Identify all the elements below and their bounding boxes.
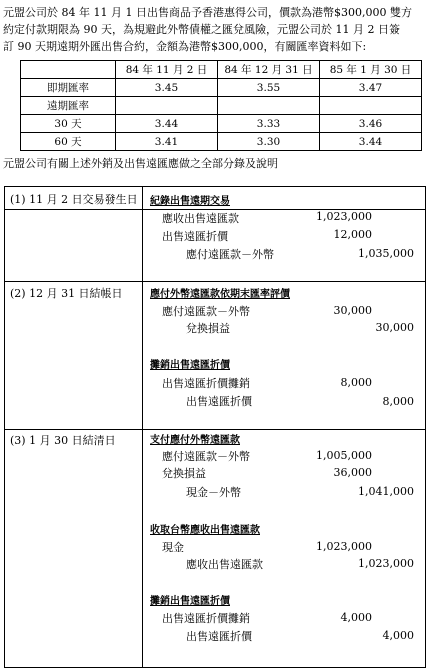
- credit-account: 應付遠匯款－外幣: [186, 248, 274, 261]
- debit-account: 出售遠匯折價: [162, 230, 228, 243]
- table-header-cell: 84 年 12 月 31 日: [218, 61, 320, 79]
- entry-title: 應付外幣遠匯款依期末匯率評價: [150, 289, 290, 300]
- table-cell: [218, 97, 320, 115]
- debit-amount: 8,000: [340, 376, 372, 389]
- table-row: [21, 79, 422, 97]
- column-divider: [142, 186, 143, 668]
- table-row-label: 遠期匯率: [21, 97, 116, 115]
- debit-account: 出售遠匯折價攤銷: [162, 612, 250, 625]
- entry-title: 收取台幣應收出售遠匯款: [150, 525, 260, 536]
- table-cell: 3.55: [218, 79, 320, 97]
- credit-amount: 1,041,000: [358, 485, 414, 498]
- credit-amount: 1,035,000: [358, 247, 414, 260]
- debit-amount: 36,000: [333, 466, 372, 479]
- debit-amount: 4,000: [340, 611, 372, 624]
- table-header-cell: [21, 61, 116, 79]
- credit-account: 出售遠匯折價: [186, 395, 252, 408]
- table-cell: 3.47: [320, 79, 422, 97]
- entry-title: 紀錄出售遠期交易: [150, 196, 230, 207]
- table-row: [21, 97, 422, 115]
- intro-paragraph: [3, 4, 431, 55]
- journal-subtitle: 元盟公司有關上述外銷及出售遠匯應做之全部分錄及說明: [3, 157, 278, 170]
- intro-line: 訂 90 天期遠期外匯出售合約，金額為港幣$300,000，有關匯率資料如下:: [3, 40, 367, 53]
- entry-title: 支付應付外幣遠匯款: [150, 435, 240, 446]
- debit-amount: 1,005,000: [316, 449, 372, 462]
- debit-account: 應收出售遠匯款: [162, 212, 239, 225]
- section-date-label: (2) 12 月 31 日結帳日: [10, 287, 123, 300]
- table-cell: [116, 97, 218, 115]
- intro-line: 約定付款期限為 90 天，為規避此外幣債權之匯兌風險，元盟公司於 11 月 2 日簽: [3, 23, 400, 36]
- debit-amount: 30,000: [333, 304, 372, 317]
- intro-line: 元盟公司於 84 年 11 月 1 日出售商品予香港惠得公司，價款為港幣$300,000 雙方: [3, 6, 412, 19]
- table-cell: 3.44: [116, 115, 218, 133]
- entry-title: 攤銷出售遠匯折價: [150, 360, 230, 371]
- exchange-rate-table: [20, 60, 422, 151]
- credit-amount: 1,023,000: [358, 557, 414, 570]
- credit-account: 現金－外幣: [186, 486, 241, 499]
- credit-account: 兌換損益: [186, 322, 230, 335]
- debit-account: 現金: [162, 541, 184, 554]
- table-header-row: [21, 61, 422, 79]
- debit-amount: 1,023,000: [316, 540, 372, 553]
- debit-account: 出售遠匯折價攤銷: [162, 377, 250, 390]
- table-header-cell: 84 年 11 月 2 日: [116, 61, 218, 79]
- section-date-label: (3) 1 月 30 日結清日: [10, 434, 116, 447]
- credit-amount: 8,000: [382, 395, 414, 408]
- debit-amount: 1,023,000: [316, 210, 372, 223]
- entry-title: 攤銷出售遠匯折價: [150, 596, 230, 607]
- credit-amount: 30,000: [375, 321, 414, 334]
- table-cell: 3.33: [218, 115, 320, 133]
- table-row: [21, 115, 422, 133]
- table-row-label: 60 天: [21, 133, 116, 151]
- debit-account: 應付遠匯款－外幣: [162, 450, 250, 463]
- table-cell: 3.46: [320, 115, 422, 133]
- row-divider: [4, 281, 426, 282]
- table-cell: 3.41: [116, 133, 218, 151]
- debit-amount: 12,000: [333, 228, 372, 241]
- section-date-label: (1) 11 月 2 日交易發生日: [10, 193, 138, 206]
- credit-account: 出售遠匯折價: [186, 630, 252, 643]
- table-cell: 3.30: [218, 133, 320, 151]
- row-divider: [4, 429, 426, 430]
- table-cell: 3.45: [116, 79, 218, 97]
- table-cell: [320, 97, 422, 115]
- debit-account: 兌換損益: [162, 467, 206, 480]
- table-row: [21, 133, 422, 151]
- table-header-cell: 85 年 1 月 30 日: [320, 61, 422, 79]
- table-cell: 3.44: [320, 133, 422, 151]
- credit-account: 應收出售遠匯款: [186, 558, 263, 571]
- debit-account: 應付遠匯款－外幣: [162, 305, 250, 318]
- credit-amount: 4,000: [382, 629, 414, 642]
- table-row-label: 30 天: [21, 115, 116, 133]
- table-row-label: 即期匯率: [21, 79, 116, 97]
